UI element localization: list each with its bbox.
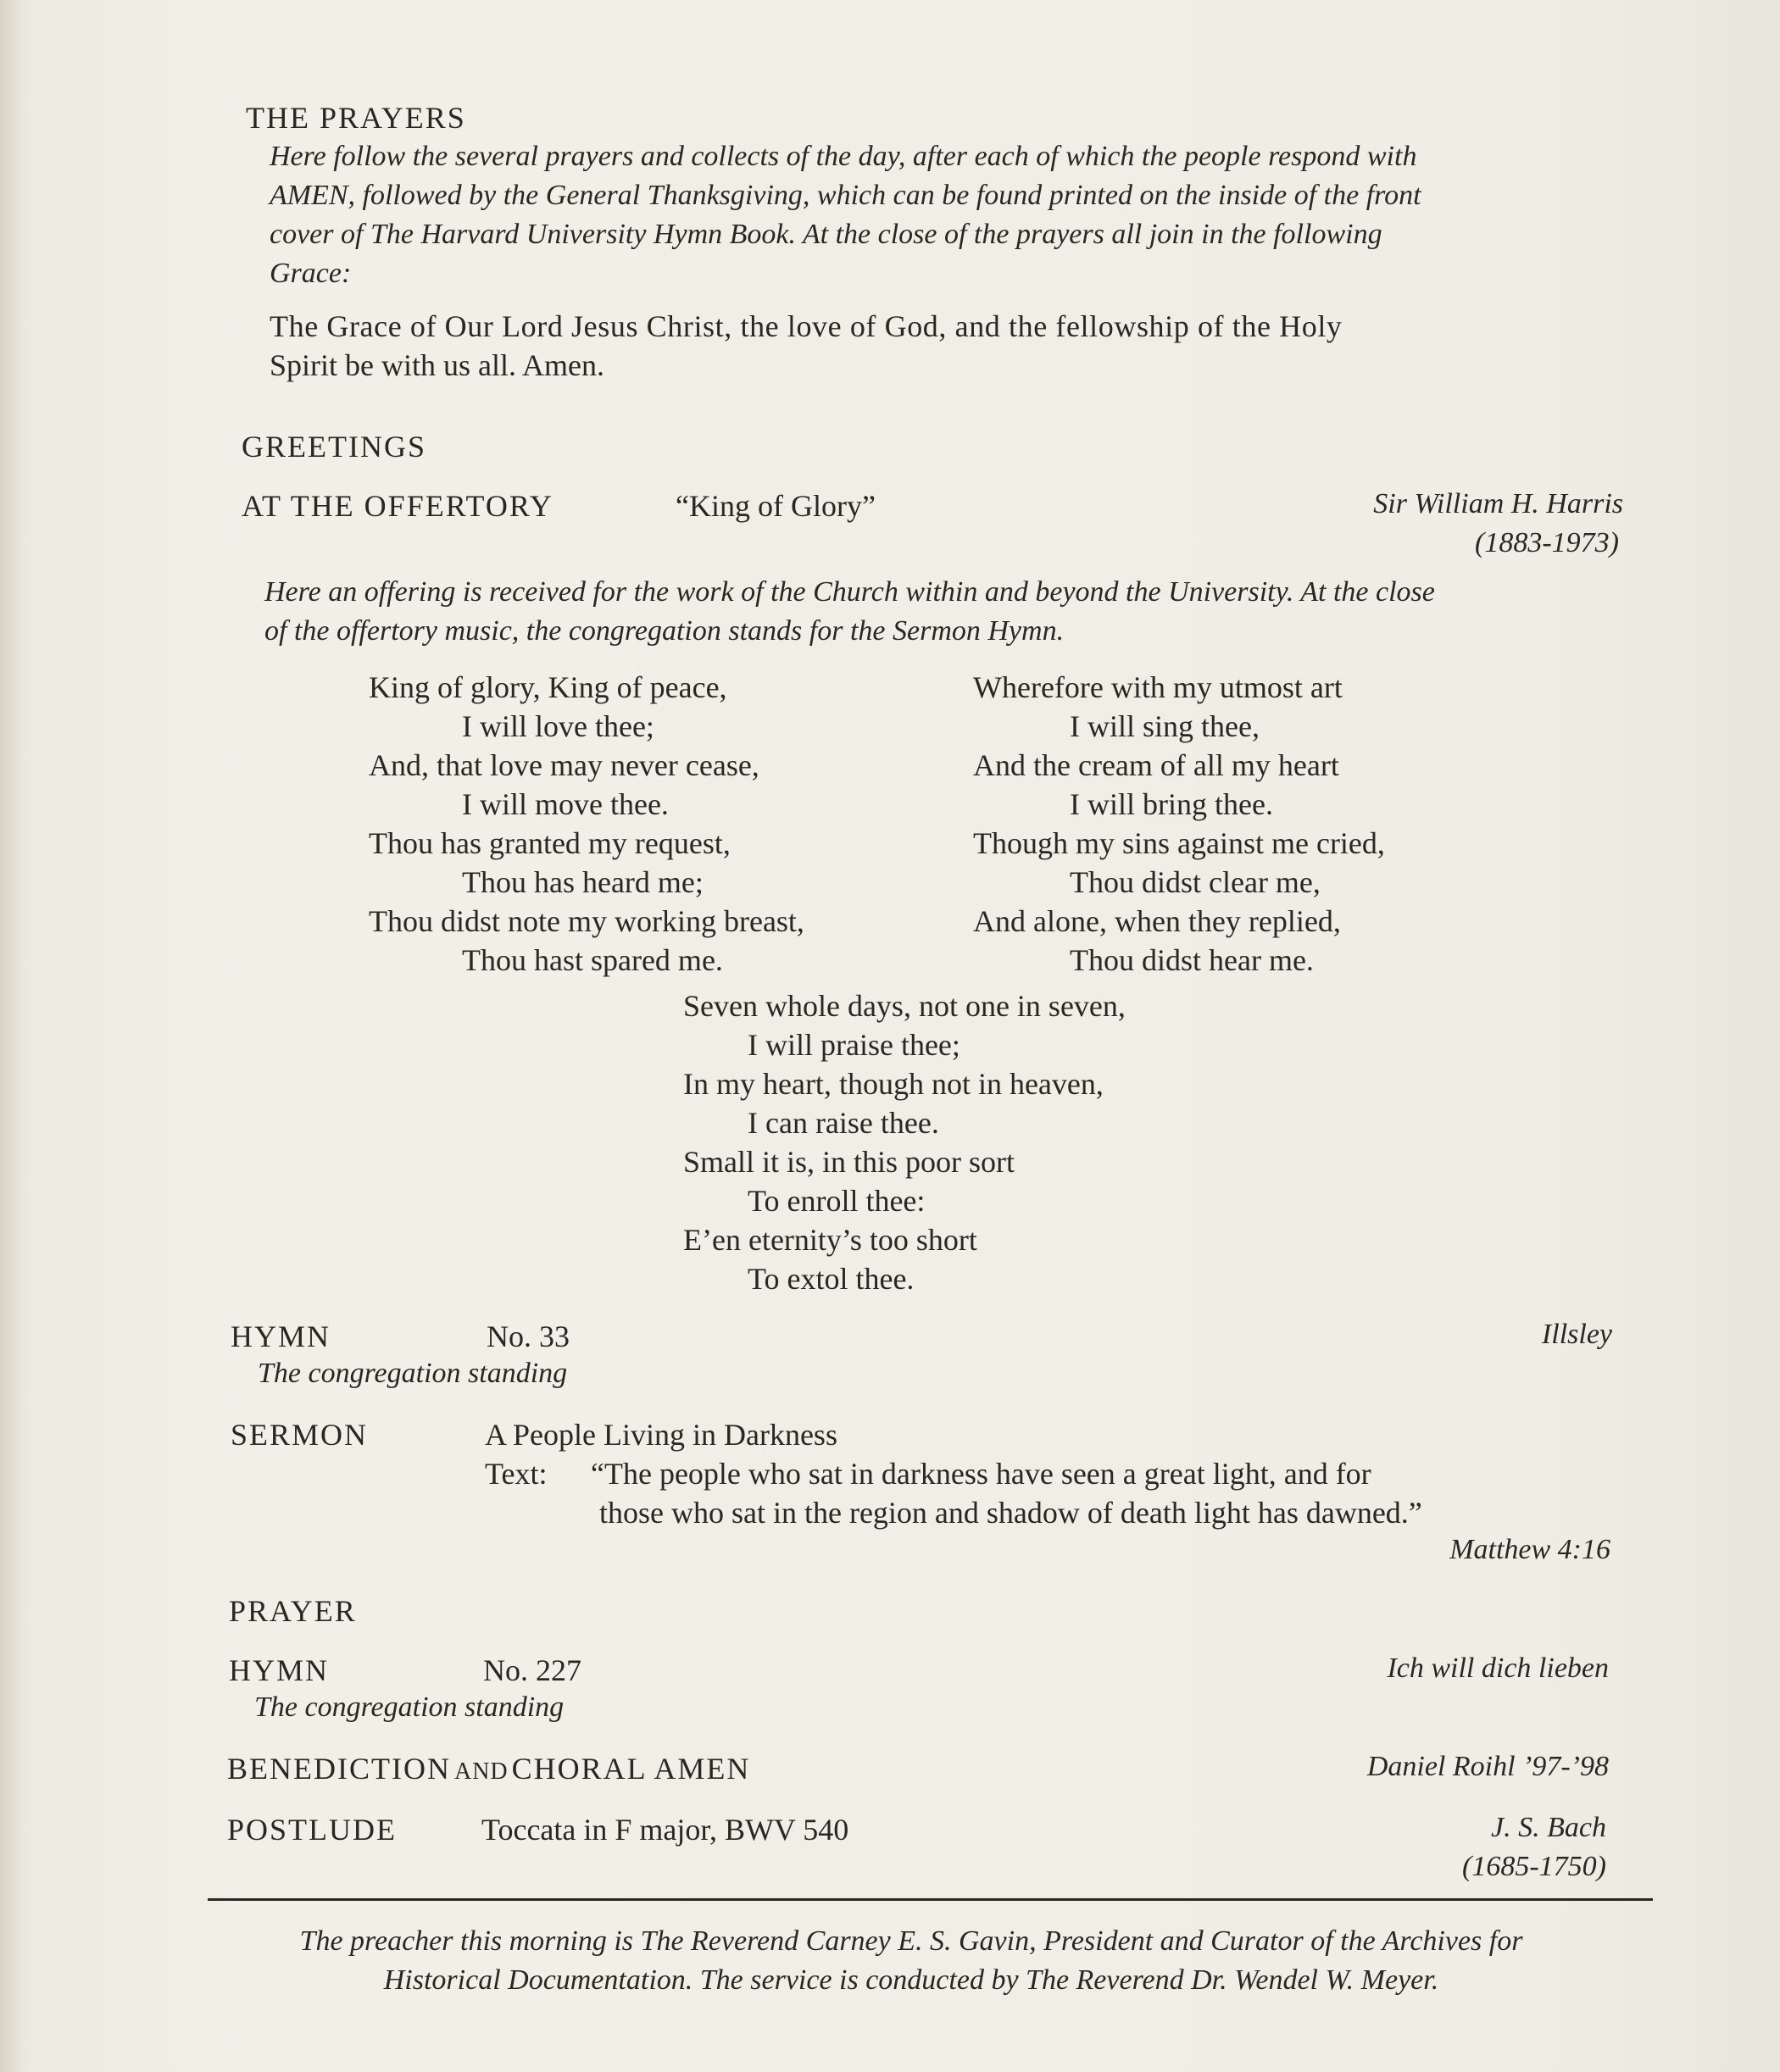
- benediction-heading-a: BENEDICTION: [227, 1752, 451, 1786]
- postlude-composer: J. S. Bach: [1491, 1812, 1606, 1843]
- postlude-heading: POSTLUDE: [227, 1813, 398, 1847]
- verse-line: Thou has granted my request,: [369, 826, 731, 860]
- sermon-text-line: those who sat in the region and shadow of death light has dawned.”: [599, 1496, 1422, 1530]
- prayer-heading: PRAYER: [229, 1594, 357, 1628]
- footer-line: The preacher this morning is The Reverend Carney E. S. Gavin, President and Curator of the Archives for: [299, 1925, 1523, 1957]
- hymn-number: No. 33: [487, 1319, 570, 1353]
- grace-line: Spirit be with us all. Amen.: [270, 348, 604, 382]
- offertory-rubric-line: Here an offering is received for the work of the Church within and beyond the University. At the close: [264, 576, 1435, 608]
- hymn-heading: HYMN: [231, 1319, 331, 1353]
- verse-line: I will bring thee.: [1070, 787, 1273, 821]
- footer-line: Historical Documentation. The service is conducted by The Reverend Dr. Wendel W. Meyer.: [383, 1964, 1439, 1996]
- postlude-title: Toccata in F major, BWV 540: [481, 1813, 849, 1847]
- hymn-note: The congregation standing: [254, 1691, 565, 1723]
- verse-line: Thou has heard me;: [462, 865, 704, 899]
- sermon-text-label: Text:: [485, 1457, 548, 1491]
- hymn-tune: Ich will dich lieben: [1387, 1653, 1609, 1684]
- verse-line: I will praise thee;: [748, 1028, 960, 1062]
- benediction-heading-b: CHORAL AMEN: [511, 1752, 751, 1786]
- hymn-number: No. 227: [483, 1653, 581, 1687]
- verse-line: Seven whole days, not one in seven,: [683, 989, 1126, 1023]
- offertory-rubric-line: of the offertory music, the congregation stands for the Sermon Hymn.: [264, 615, 1065, 647]
- sermon-heading: SERMON: [231, 1418, 369, 1452]
- verse-line: King of glory, King of peace,: [369, 670, 727, 704]
- benediction-heading-and: AND: [453, 1758, 509, 1785]
- verse-line: Thou didst hear me.: [1070, 943, 1314, 977]
- verse-line: And alone, when they replied,: [973, 904, 1341, 938]
- verse-line: Thou didst note my working breast,: [369, 904, 804, 938]
- footer-divider: [208, 1898, 1653, 1901]
- verse-line: I will sing thee,: [1070, 709, 1260, 743]
- hymn-heading: HYMN: [229, 1653, 330, 1687]
- verse-line: E’en eternity’s too short: [683, 1223, 977, 1257]
- offertory-title: “King of Glory”: [676, 489, 876, 523]
- prayers-rubric-line: Grace:: [270, 258, 352, 289]
- verse-line: In my heart, though not in heaven,: [683, 1067, 1104, 1101]
- offertory-heading: AT THE OFFERTORY: [242, 489, 553, 523]
- greetings-heading: GREETINGS: [242, 430, 426, 464]
- prayers-rubric-line: AMEN, followed by the General Thanksgiving, which can be found printed on the inside of the front: [270, 180, 1421, 211]
- paper-edge: [0, 0, 22, 2072]
- benediction-heading: [227, 1751, 750, 1786]
- grace-line: The Grace of Our Lord Jesus Christ, the love of God, and the fellowship of the Holy: [270, 309, 1343, 343]
- verse-line: To enroll thee:: [748, 1184, 926, 1218]
- offertory-dates: (1883-1973): [1475, 527, 1619, 558]
- postlude-dates: (1685-1750): [1462, 1851, 1606, 1882]
- sermon-title: A People Living in Darkness: [485, 1418, 837, 1452]
- verse-line: To extol thee.: [748, 1262, 915, 1296]
- hymn-note: The congregation standing: [258, 1358, 568, 1389]
- hymn-tune: Illsley: [1541, 1319, 1612, 1350]
- verse-line: I will love thee;: [462, 709, 654, 743]
- prayers-rubric-line: cover of The Harvard University Hymn Book. At the close of the prayers all join in the following: [270, 219, 1382, 250]
- sermon-text-line: “The people who sat in darkness have seen a great light, and for: [591, 1457, 1371, 1491]
- prayers-rubric-line: Here follow the several prayers and collects of the day, after each of which the people respond with: [270, 141, 1417, 172]
- verse-line: Wherefore with my utmost art: [973, 670, 1343, 704]
- verse-line: Thou hast spared me.: [462, 943, 723, 977]
- verse-line: Thou didst clear me,: [1070, 865, 1321, 899]
- verse-line: And, that love may never cease,: [369, 748, 759, 782]
- benediction-composer: Daniel Roihl ’97-’98: [1366, 1751, 1609, 1782]
- verse-line: Though my sins against me cried,: [973, 826, 1385, 860]
- prayers-heading: THE PRAYERS: [246, 101, 466, 135]
- verse-line: And the cream of all my heart: [973, 748, 1339, 782]
- sermon-reference: Matthew 4:16: [1449, 1534, 1610, 1565]
- verse-line: I will move thee.: [462, 787, 669, 821]
- verse-line: Small it is, in this poor sort: [683, 1145, 1015, 1179]
- verse-line: I can raise thee.: [748, 1106, 939, 1140]
- offertory-composer: Sir William H. Harris: [1373, 488, 1623, 519]
